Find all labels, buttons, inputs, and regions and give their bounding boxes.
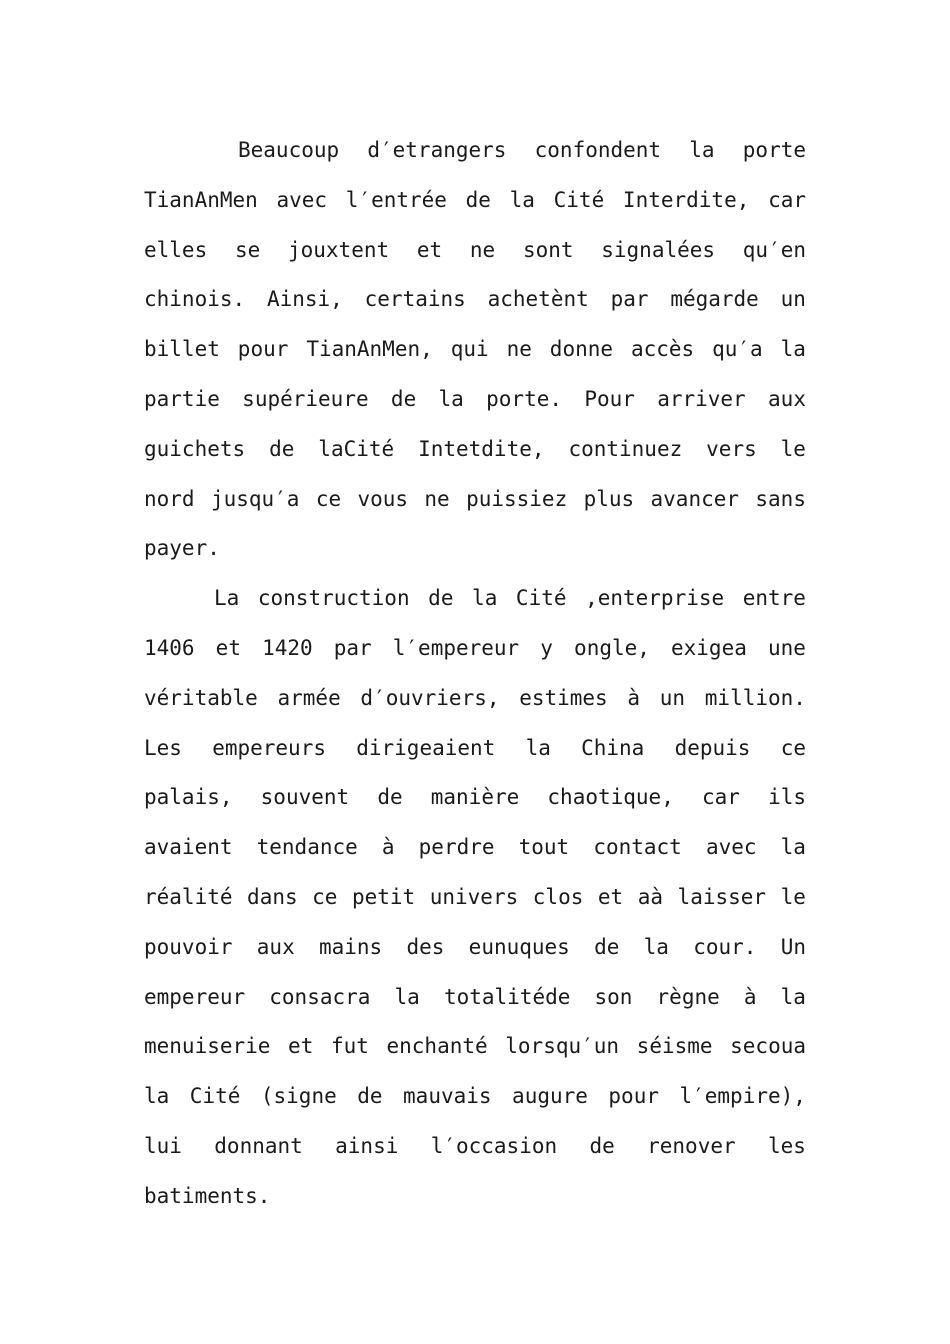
word: Interdite, — [622, 187, 750, 212]
word: TianAnMen, — [306, 337, 433, 362]
word: lorsqu′un — [505, 1034, 620, 1059]
word: Ainsi, — [266, 287, 343, 312]
word: Les — [144, 735, 182, 760]
word: à — [627, 685, 641, 710]
word: ce — [312, 884, 338, 909]
text-line — [144, 923, 806, 973]
word: donne — [549, 337, 614, 362]
word: Cité — [189, 1084, 241, 1109]
word: partie — [144, 386, 220, 411]
word: aà — [637, 884, 664, 909]
word: arriver — [657, 386, 746, 411]
word: la — [780, 337, 806, 362]
text-line — [144, 275, 806, 325]
word: renover — [647, 1133, 736, 1158]
word: chinois. — [144, 287, 246, 312]
word: à — [743, 984, 757, 1009]
word: l′entrée — [345, 187, 447, 212]
word: empereurs — [212, 735, 326, 760]
word: totalitéde — [443, 984, 571, 1009]
word: à — [381, 835, 395, 860]
word: vous — [357, 486, 409, 511]
word: son — [594, 984, 633, 1009]
word: Un — [780, 934, 806, 959]
word: un — [659, 685, 686, 710]
word: la — [643, 934, 669, 959]
word: la — [509, 187, 535, 212]
word: réalité — [144, 884, 233, 909]
word: La — [214, 586, 240, 611]
word: porte. — [486, 386, 562, 411]
word: avec — [276, 187, 328, 212]
word: de — [357, 1084, 383, 1109]
word: se — [234, 237, 261, 262]
word: univers — [429, 884, 519, 909]
word: payer. — [144, 536, 220, 561]
word: construction — [257, 586, 410, 611]
word: signalées — [601, 237, 716, 262]
word: par — [333, 635, 372, 660]
word: le — [780, 884, 806, 909]
word: pour — [237, 337, 289, 362]
text-line — [144, 1022, 806, 1072]
word: y — [540, 635, 553, 660]
text-line — [144, 624, 806, 674]
text-line — [144, 1072, 806, 1122]
word: 1406 — [144, 635, 195, 660]
word: certains — [364, 287, 466, 312]
word: d′ouvriers, — [360, 685, 500, 710]
word: China — [581, 735, 645, 760]
word: ce — [315, 486, 342, 511]
word: la — [525, 735, 551, 760]
word: estimes — [519, 685, 608, 710]
word: Cité — [515, 586, 567, 611]
word: secoua — [730, 1034, 806, 1059]
word: ce — [780, 735, 806, 760]
word: menuiserie — [144, 1034, 271, 1059]
word: la — [689, 138, 715, 162]
word: (signe — [260, 1084, 337, 1109]
word: ainsi — [335, 1133, 399, 1158]
word: mauvais — [403, 1084, 492, 1109]
word: manière — [430, 785, 520, 810]
word: d′etrangers — [367, 138, 507, 162]
word: car — [701, 785, 740, 810]
word: pouvoir — [144, 934, 233, 959]
word: le — [780, 436, 806, 461]
word: 1420 — [262, 635, 313, 660]
word: confondent — [534, 138, 662, 162]
word: entre — [742, 586, 806, 611]
word: des — [406, 934, 445, 959]
word: sont — [522, 237, 574, 262]
word: Pour — [584, 386, 635, 411]
word: empereur — [144, 984, 246, 1009]
word: ,enterprise — [585, 586, 725, 611]
word: plus — [583, 486, 635, 511]
word: et — [288, 1034, 314, 1059]
word: nord — [144, 486, 195, 511]
word: elles — [144, 237, 208, 262]
word: consacra — [269, 984, 371, 1009]
text-line — [144, 176, 806, 226]
word: Intetdite, — [418, 436, 545, 461]
text-line — [144, 325, 806, 375]
word: règne — [656, 984, 720, 1009]
word: armée — [277, 685, 341, 710]
word: ongle, — [574, 635, 650, 660]
word: supérieure — [242, 386, 369, 411]
word: qui — [450, 337, 489, 362]
word: eunuques — [468, 934, 570, 959]
word: clos — [532, 884, 584, 909]
word: donnant — [214, 1133, 303, 1158]
word: tout — [518, 835, 570, 860]
word: par — [610, 287, 649, 312]
word: augure — [512, 1084, 588, 1109]
word: souvent — [260, 785, 350, 810]
word: guichets — [144, 436, 246, 461]
text-line — [144, 226, 806, 276]
word: de — [465, 187, 491, 212]
word: laCité — [318, 436, 395, 461]
word: la — [472, 586, 498, 611]
word: de — [594, 934, 620, 959]
text-line — [144, 674, 806, 724]
text-line — [144, 126, 806, 176]
word: et — [215, 635, 241, 660]
body-text — [144, 126, 806, 1222]
word: véritable — [144, 685, 258, 710]
word: accès — [630, 337, 695, 362]
word: porte — [742, 138, 806, 162]
word: jusqu′a — [210, 486, 300, 511]
word: lui — [144, 1133, 182, 1158]
text-line — [144, 724, 806, 774]
word: ne — [424, 486, 450, 511]
word: la — [438, 386, 464, 411]
word: de — [428, 586, 454, 611]
word: continuez — [568, 436, 683, 461]
word: de — [390, 386, 417, 411]
word: avaient — [144, 835, 233, 860]
word: Cité — [553, 187, 605, 212]
word: contact — [593, 835, 682, 860]
word: et — [597, 884, 624, 909]
word: ne — [469, 237, 496, 262]
word: puissiez — [466, 486, 568, 511]
word: cour. — [693, 934, 757, 959]
word: de — [377, 785, 403, 810]
word: mégarde — [670, 287, 759, 312]
word: million. — [704, 685, 806, 710]
word: l′empire), — [679, 1084, 806, 1109]
word: ils — [768, 785, 806, 810]
word: l′occasion — [430, 1133, 558, 1158]
word: sans — [755, 486, 806, 511]
text-line — [144, 773, 806, 823]
word: une — [767, 635, 806, 660]
word: dirigeaient — [356, 735, 496, 760]
word: Beaucoup — [238, 138, 340, 162]
word: qu′a — [712, 337, 763, 362]
text-line — [144, 574, 806, 624]
text-line — [144, 973, 806, 1023]
text-line — [144, 873, 806, 923]
word: perdre — [418, 835, 495, 860]
word: qu′en — [742, 237, 806, 262]
word: chaotique, — [547, 785, 674, 810]
word: pour — [608, 1084, 659, 1109]
text-line — [144, 823, 806, 873]
text-line — [144, 524, 806, 574]
word: enchanté — [386, 1034, 488, 1059]
word: tendance — [256, 835, 358, 860]
text-line — [144, 1172, 806, 1222]
word: avancer — [650, 486, 740, 511]
word: et — [416, 237, 443, 262]
word: vers — [706, 436, 757, 461]
word: ne — [506, 337, 532, 362]
text-line — [144, 1122, 806, 1172]
word: les — [767, 1133, 806, 1158]
word: de — [269, 436, 295, 461]
text-line — [144, 475, 806, 525]
word: batiments. — [144, 1183, 271, 1208]
word: la — [144, 1084, 170, 1109]
word: laisser — [677, 884, 767, 909]
word: depuis — [674, 735, 751, 760]
word: mains — [318, 934, 383, 959]
word: aux — [768, 386, 806, 411]
word: billet — [144, 337, 220, 362]
word: jouxtent — [287, 237, 390, 262]
text-line — [144, 375, 806, 425]
word: car — [768, 187, 806, 212]
word: fut — [330, 1034, 369, 1059]
word: dans — [247, 884, 298, 909]
word: séisme — [636, 1034, 713, 1059]
word: petit — [351, 884, 416, 909]
text-line — [144, 425, 806, 475]
word: achetènt — [487, 287, 589, 312]
word: l′empereur — [392, 635, 520, 660]
word: de — [589, 1133, 615, 1158]
word: un — [780, 287, 806, 312]
word: la — [394, 984, 420, 1009]
word: palais, — [144, 785, 233, 810]
word: la — [780, 984, 806, 1009]
word: la — [780, 835, 806, 860]
word: avec — [705, 835, 757, 860]
word: TianAnMen — [144, 187, 258, 212]
word: exigea — [671, 635, 747, 660]
word: aux — [256, 934, 295, 959]
